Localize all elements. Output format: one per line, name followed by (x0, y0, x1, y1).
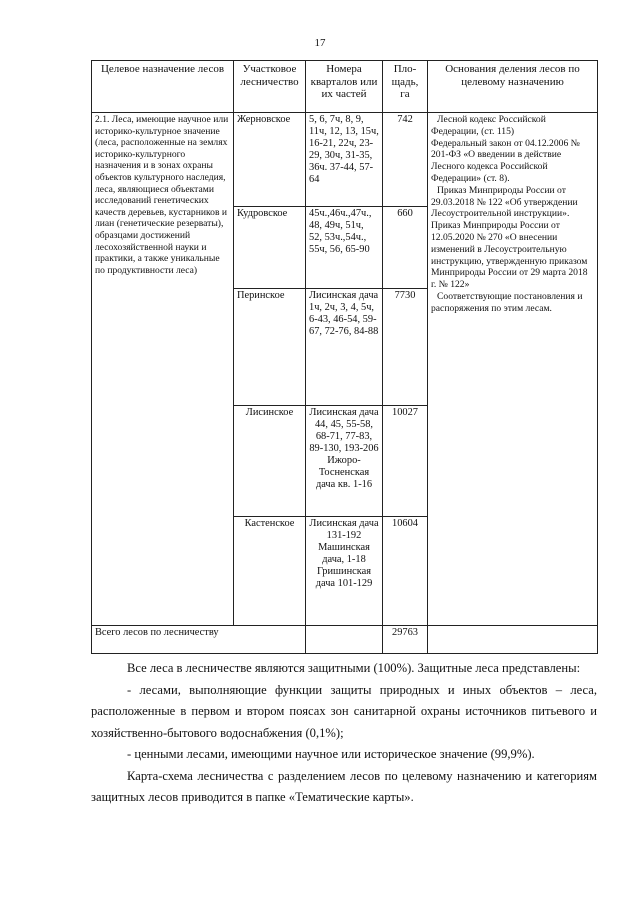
area-cell: 660 (383, 207, 428, 289)
quarters-cell: Лисинская дача 131-192 Машинская дача, 1-18 Гришинская дача 101-129 (306, 517, 383, 626)
quarters-cell: Лисинская дача 44, 45, 55-58, 68-71, 77-83, 89-130, 193-206 Ижоро-Тосненская дача кв. 1-16 (306, 406, 383, 517)
table-row (92, 113, 598, 207)
purpose-cell: 2.1. Леса, имеющие научное или историко-культурное значение (леса, расположенные на землях историко-культурного назначения и в зонах охраны объектов культурного наследия, леса, являющиеся объектами исследований генетических качеств деревьев, кустарников и лиан (генетические резерваты), образцами достижений лесохозяйственной науки и практики, а также уникальные по продуктивности леса) (92, 113, 234, 626)
header-district: Участковое лесничество (234, 61, 306, 113)
page-number: 17 (314, 37, 326, 49)
quarters-cell: 45ч.,46ч.,47ч., 48, 49ч, 51ч, 52, 53ч.,54ч., 55ч, 56, 65-90 (306, 207, 383, 289)
total-empty (306, 626, 383, 654)
table-header-row (92, 61, 598, 113)
quarters-cell: 5, 6, 7ч, 8, 9, 11ч, 12, 13, 15ч, 16-21, 22ч, 23-29, 30ч, 31-35, 36ч. 37-44, 57-64 (306, 113, 383, 207)
forest-purpose-table (91, 60, 598, 654)
paragraph: - лесами, выполняющие функции защиты природных и иных объектов – леса, расположенные в первом и втором поясах зон санитарной охраны источников питьевого и хозяйственно-бытового водоснабжения (0,1%); (91, 682, 597, 740)
quarters-cell: Лисинская дача 1ч, 2ч, 3, 4, 5ч, 6-43, 46-54, 59-67, 72-76, 84-88 (306, 289, 383, 406)
total-label: Всего лесов по лесничеству (92, 626, 306, 654)
district-cell: Лисинское (234, 406, 306, 517)
body-text (91, 658, 597, 809)
paragraph: - ценными лесами, имеющими научное или историческое значение (99,9%). (127, 747, 535, 761)
basis-cell (428, 113, 598, 626)
table-total-row (92, 626, 598, 654)
header-quarters: Номера кварталов или их частей (306, 61, 383, 113)
area-cell: 10027 (383, 406, 428, 517)
district-cell: Перинское (234, 289, 306, 406)
paragraph: Карта-схема лесничества с разделением лесов по целевому назначению и категориям защитных лесов приводится в папке «Тематические карты». (91, 768, 597, 804)
basis-item: Соответствующие постановления и распоряжения по этим лесам. (431, 290, 583, 314)
district-cell: Кудровское (234, 207, 306, 289)
area-cell: 7730 (383, 289, 428, 406)
district-cell: Кастенское (234, 517, 306, 626)
header-area: Пло-щадь, га (383, 61, 428, 113)
header-purpose: Целевое назначение лесов (92, 61, 234, 113)
basis-item: Федеральный закон от 04.12.2006 № 201-ФЗ «О введении в действие Лесного кодекса Российской Федерации» (ст. 8). (431, 137, 580, 184)
total-area: 29763 (383, 626, 428, 654)
header-basis: Основания деления лесов по целевому назначению (428, 61, 598, 113)
area-cell: 742 (383, 113, 428, 207)
basis-item: Приказ Минприроды России от 12.05.2020 № 270 «О внесении изменений в Лесоустроительную инструкцию, утвержденную приказом Минприроды России от 29 марта 2018 г. № 122» (431, 220, 588, 291)
basis-item: Лесной кодекс Российской Федерации, (ст. 115) (431, 114, 546, 137)
paragraph: Все леса в лесничестве являются защитными (100%). Защитные леса представлены: (127, 661, 581, 675)
area-cell: 10604 (383, 517, 428, 626)
total-empty (428, 626, 598, 654)
basis-item: Приказ Минприроды России от 29.03.2018 № 122 «Об утверждении Лесоустроительной инструкции». (431, 184, 578, 220)
district-cell: Жерновское (234, 113, 306, 207)
